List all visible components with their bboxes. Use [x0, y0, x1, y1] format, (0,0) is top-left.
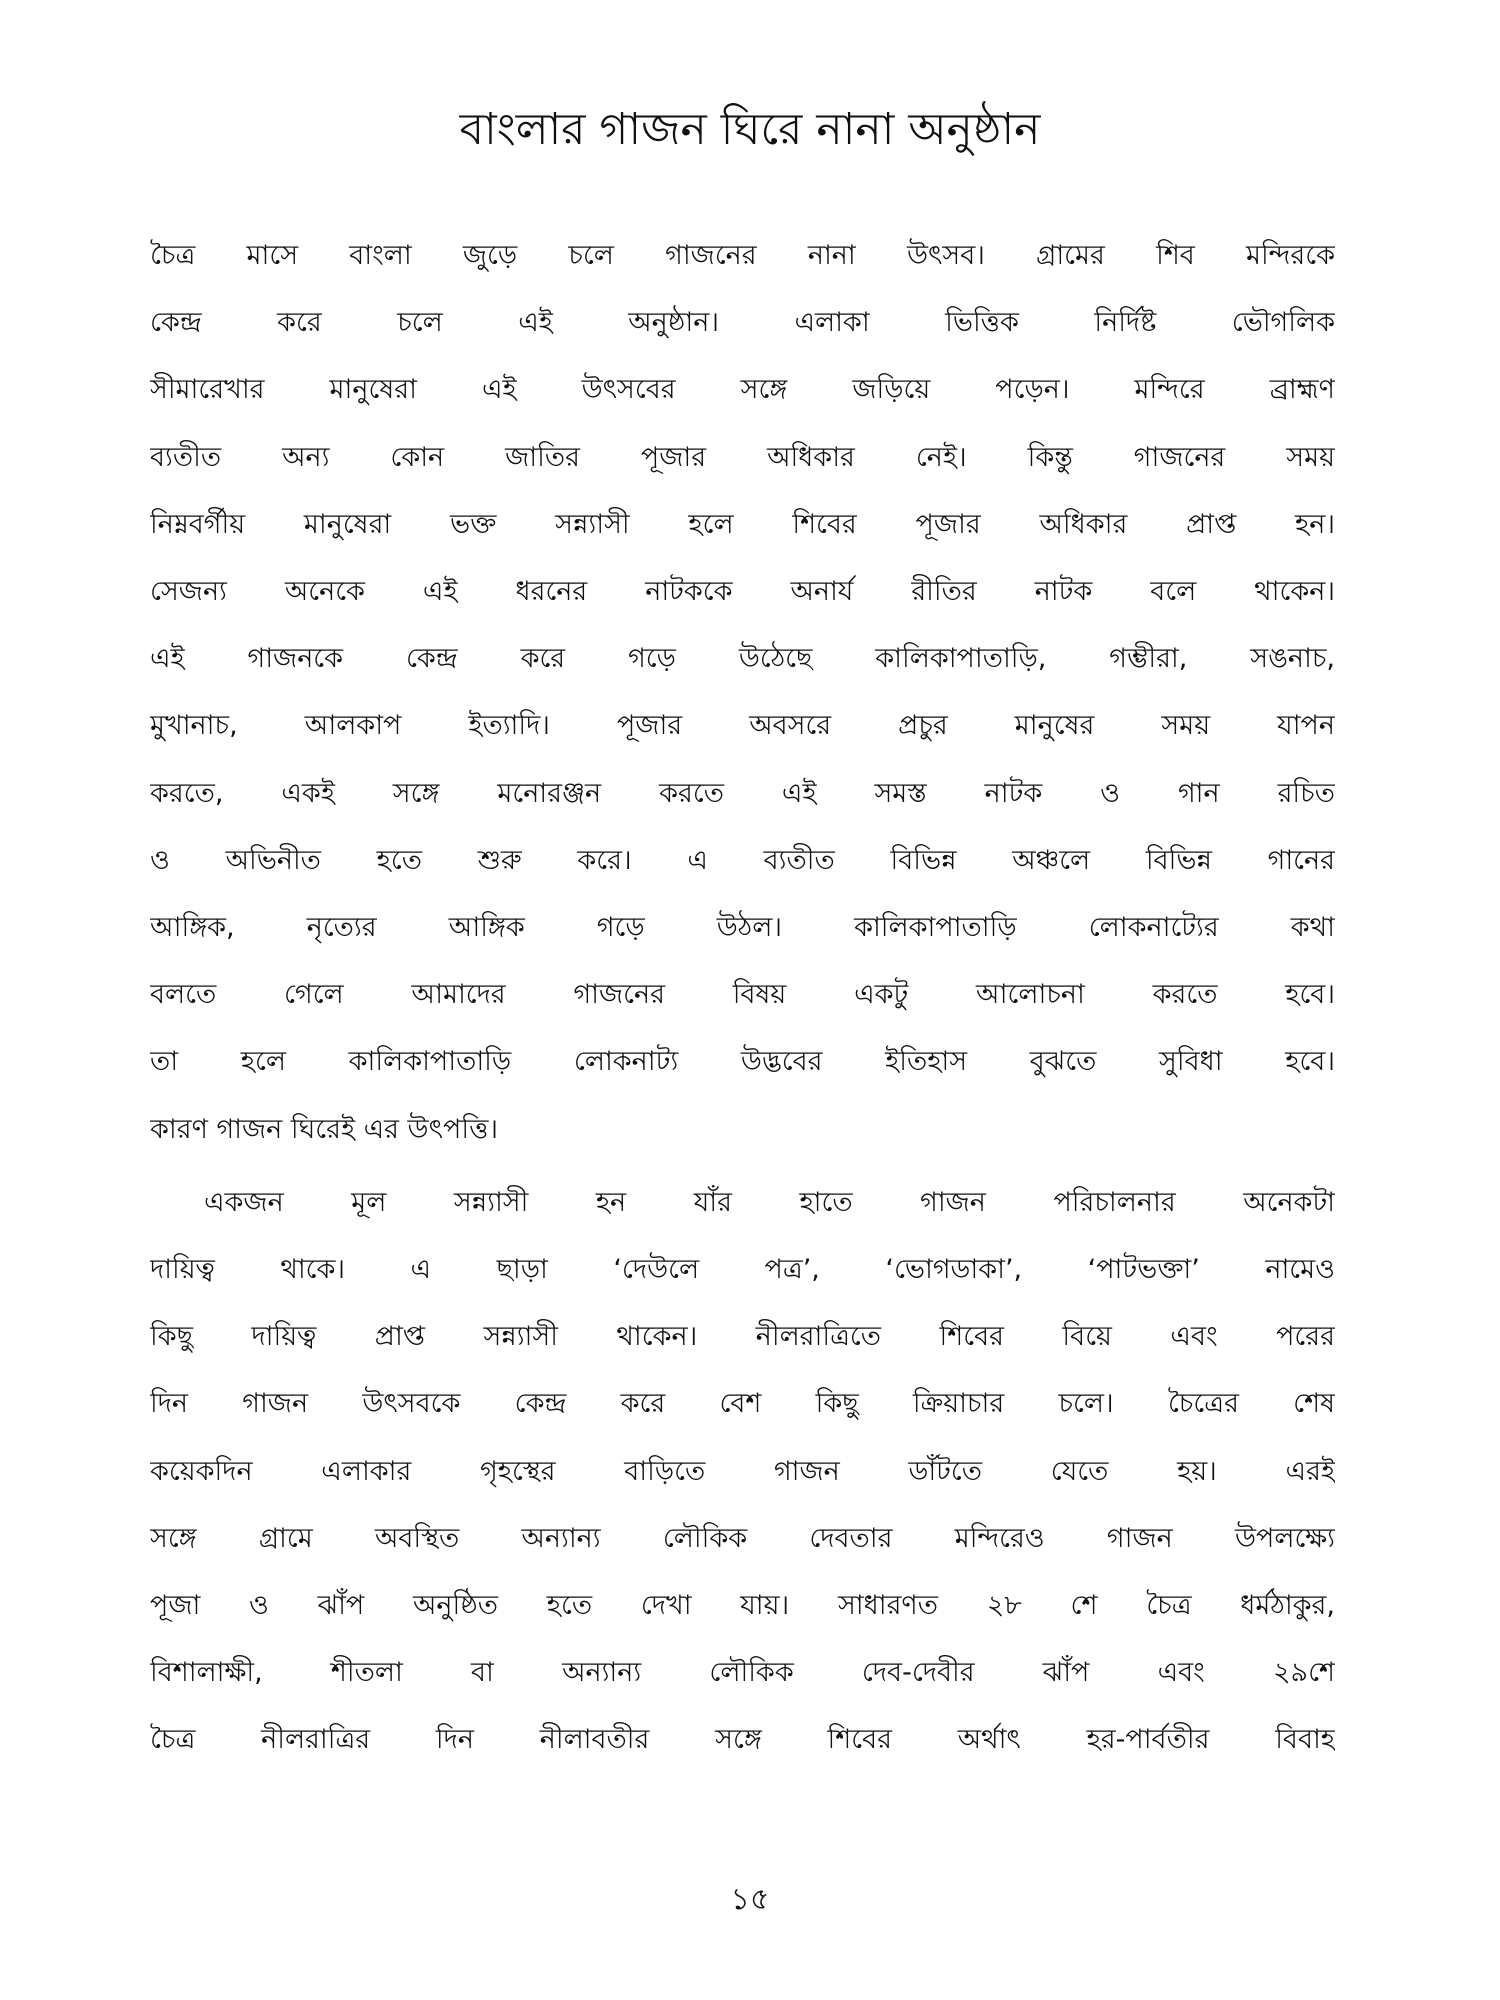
text-line: বিশালাক্ষী, শীতলা বা অন্যান্য লৌকিক দেব-দেবীর ঝাঁপ এবং ২৯শে	[150, 1657, 1335, 1689]
text-line: ব্যতীত অন্য কোন জাতির পূজার অধিকার নেই। কিন্তু গাজনের সময়	[150, 441, 1335, 473]
paragraph-1	[150, 222, 1335, 1163]
text-line: নিম্নবর্গীয় মানুষেরা ভক্ত সন্ন্যাসী হলে শিবের পূজার অধিকার প্রাপ্ত হন।	[150, 508, 1335, 540]
text-line: এই গাজনকে কেন্দ্র করে গড়ে উঠেছে কালিকাপাতাড়ি, গম্ভীরা, সঙনাচ,	[150, 643, 1335, 675]
text-line: তা হলে কালিকাপাতাড়ি লোকনাট্য উদ্ভবের ইতিহাস বুঝতে সুবিধা হবে।	[150, 1046, 1335, 1078]
text-line: ও অভিনীত হতে শুরু করে। এ ব্যতীত বিভিন্ন অঞ্চলে বিভিন্ন গানের	[150, 844, 1335, 876]
text-line: কয়েকদিন এলাকার গৃহস্থের বাড়িতে গাজন ডাঁটতে যেতে হয়। এরই	[150, 1455, 1335, 1487]
text-line: দিন গাজন উৎসবকে কেন্দ্র করে বেশ কিছু ক্রিয়াচার চলে। চৈত্রের শেষ	[150, 1388, 1335, 1420]
text-line: একজন মূল সন্ন্যাসী হন যাঁর হাতে গাজন পরিচালনার অনেকটা	[204, 1186, 1335, 1218]
text-line: দায়িত্ব থাকে। এ ছাড়া ‘দেউলে পত্র’, ‘ভোগডাকা’, ‘পাটভক্তা’ নামেও	[150, 1254, 1335, 1286]
text-line: বলতে গেলে আমাদের গাজনের বিষয় একটু আলোচনা করতে হবে।	[150, 979, 1335, 1011]
text-line: আঙ্গিক, নৃত্যের আঙ্গিক গড়ে উঠল। কালিকাপাতাড়ি লোকনাট্যের কথা	[150, 912, 1335, 944]
text-line: করতে, একই সঙ্গে মনোরঞ্জন করতে এই সমস্ত নাটক ও গান রচিত	[150, 777, 1335, 809]
text-line: কিছু দায়িত্ব প্রাপ্ত সন্ন্যাসী থাকেন। নীলরাত্রিতে শিবের বিয়ে এবং পরের	[150, 1321, 1335, 1353]
text-line: মুখানাচ, আলকাপ ইত্যাদি। পূজার অবসরে প্রচুর মানুষের সময় যাপন	[150, 710, 1335, 742]
text-line: চৈত্র মাসে বাংলা জুড়ে চলে গাজনের নানা উৎসব। গ্রামের শিব মন্দিরকে	[150, 240, 1335, 271]
text-line: সেজন্য অনেকে এই ধরনের নাটককে অনার্য রীতির নাটক বলে থাকেন।	[150, 576, 1335, 608]
text-line: সঙ্গে গ্রামে অবস্থিত অন্যান্য লৌকিক দেবতার মন্দিরেও গাজন উপলক্ষ্যে	[150, 1522, 1335, 1554]
page-number: ১৫	[730, 1882, 770, 1917]
paragraph-2	[150, 1169, 1335, 1774]
text-line: পূজা ও ঝাঁপ অনুষ্ঠিত হতে দেখা যায়। সাধারণত ২৮ শে চৈত্র ধর্মঠাকুর,	[150, 1590, 1335, 1622]
text-line: কেন্দ্র করে চলে এই অনুষ্ঠান। এলাকা ভিত্তিক নির্দিষ্ট ভৌগলিক	[150, 307, 1335, 339]
body-text	[150, 222, 1335, 1774]
text-line: সীমারেখার মানুষেরা এই উৎসবের সঙ্গে জড়িয়ে পড়েন। মন্দিরে ব্রাহ্মণ	[150, 374, 1335, 406]
page-title: বাংলার গাজন ঘিরে নানা অনুষ্ঠান	[459, 104, 1041, 155]
text-line: চৈত্র নীলরাত্রির দিন নীলাবতীর সঙ্গে শিবের অর্থাৎ হর-পার্বতীর বিবাহ	[150, 1724, 1335, 1756]
text-line: কারণ গাজন ঘিরেই এর উৎপত্তি।	[150, 1113, 499, 1145]
